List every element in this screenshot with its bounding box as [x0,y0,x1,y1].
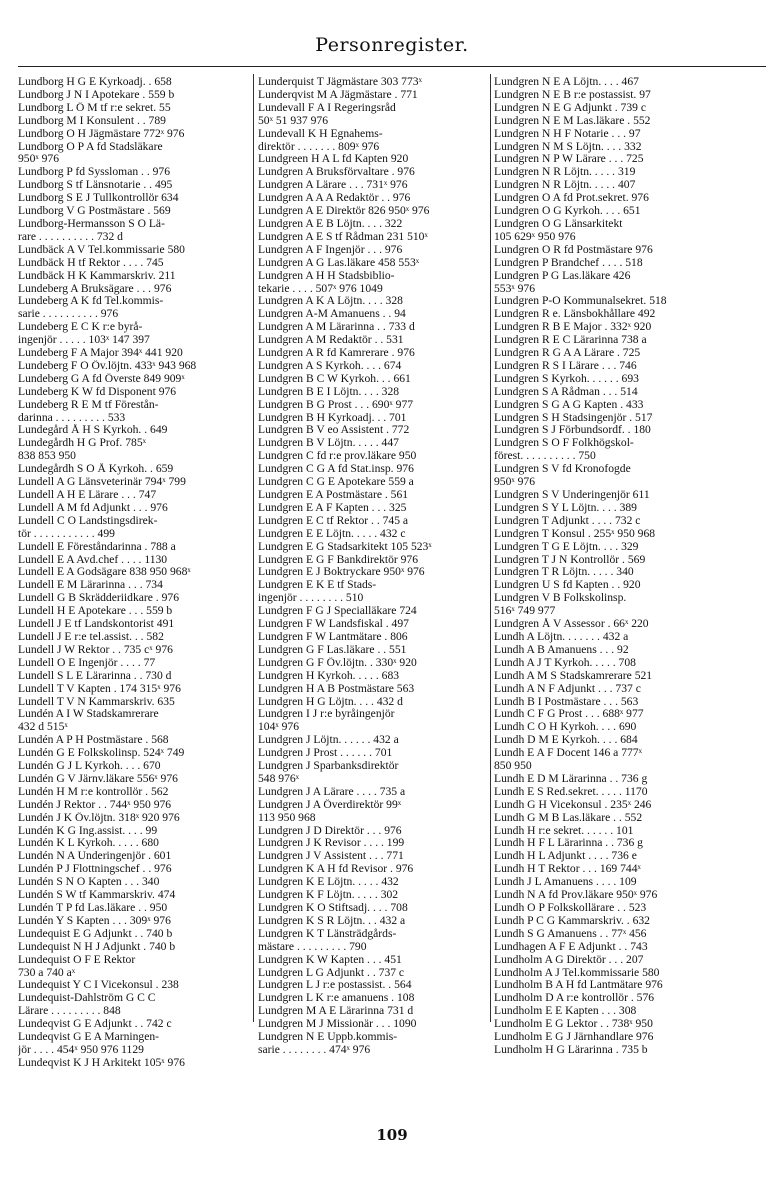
register-column-2 [258,76,490,1057]
register-entry: Lundell T V Kapten . 174 315ˣ 976 [18,682,181,695]
register-entry: Lundgren S O F Folkhögskol- [494,437,634,450]
register-entry: Lundgren T J N Kontrollör . 569 [494,553,646,566]
register-entry: 730 a 740 aˣ [18,966,76,979]
register-entry: Lundegårdh S O Å Kyrkoh. . 659 [18,463,174,476]
register-entry: Lundén K G Ing.assist. . . . 99 [18,824,158,837]
register-entry: Lundgren B V eo Assistent . 772 [258,424,410,437]
register-entry: mästare . . . . . . . . . 790 [258,940,367,953]
register-entry: Lundhagen A F E Adjunkt . . 743 [494,940,648,953]
register-entry: Lundholm E G Lektor . . 738ˣ 950 [494,1018,653,1031]
register-entry: Lundgren O G Kyrkoh. . . . 651 [494,205,641,218]
register-entry: Lundgren S V fd Kronofogde [494,463,631,476]
register-entry: Lundgren B C W Kyrkoh. . . 661 [258,372,411,385]
register-entry: Lundeberg E C K r:e byrå- [18,321,143,334]
register-entry: Lundborg V G Postmästare . 569 [18,205,171,218]
page-number: 109 [376,1126,408,1144]
register-entry: Lundholm A J Tel.kommissarie 580 [494,966,660,979]
register-entry: Lundh C O H Kyrkoh. . . . 690 [494,721,637,734]
register-entry: Lundell J E tf Landskontorist 491 [18,618,175,631]
register-entry: Lundgren S A Rådman . . . 514 [494,385,638,398]
register-entry: 113 950 968 [258,811,316,824]
register-entry: Lundén S W tf Kammarskriv. 474 [18,889,176,902]
register-entry: Lundh E S Red.sekret. . . . . 1170 [494,785,648,798]
register-entry: Lundh A M S Stadskamrerare 521 [494,669,653,682]
register-entry: Lundgren E J Boktryckare 950ˣ 976 [258,566,425,579]
register-entry: Lundgren B G Prost . . . 690ˣ 977 [258,398,414,411]
register-entry: Lundgren H Kyrkoh. . . . . 683 [258,669,400,682]
register-entry: Lundeberg G A fd Överste 849 909ˣ [18,372,185,385]
register-entry: Lärare . . . . . . . . . 848 [18,1005,121,1018]
register-entry: Lundgren J Löjtn. . . . . . 432 a [258,734,399,747]
register-entry: Lundén K L Kyrkoh. . . . . 680 [18,837,159,850]
register-entry: Lundgren H G Löjtn. . . . 432 d [258,695,403,708]
register-entry: Lundh E A F Docent 146 a 777ˣ [494,747,642,760]
register-entry: Lundgren N E M Las.läkare . 552 [494,114,651,127]
register-entry: Lundborg L Ö M tf r:e sekret. 55 [18,101,171,114]
register-entry: Lunderquist T Jägmästare 303 773ˣ [258,76,422,88]
register-entry: Lundh N A fd Prov.läkare 950ˣ 976 [494,889,658,902]
register-entry: 105 629ˣ 950 976 [494,230,576,243]
register-entry: 104ˣ 976 [258,721,300,734]
register-entry: Lundh H F L Lärarinna . . 736 g [494,837,643,850]
register-entry: Lundgren N P W Lärare . . . 725 [494,153,644,166]
register-entry: 553ˣ 976 [494,282,536,295]
register-entry: Lundgren U S fd Kapten . . 920 [494,579,641,592]
register-entry: Lundgren L J r:e postassist. . 564 [258,979,412,992]
register-entry: Lundgren G F Öv.löjtn. . 330ˣ 920 [258,656,417,669]
register-entry: Lundh P C G Kammarskriv. . 632 [494,914,650,927]
register-entry: 432 d 515ˣ [18,721,68,734]
register-entry: Lundh E D M Lärarinna . . 736 g [494,772,648,785]
register-entry: 950ˣ 976 [494,476,536,489]
register-entry: Lundell G B Skrädderiidkare . 976 [18,592,179,605]
register-entry: Lundborg S E J Tullkontrollör 634 [18,192,179,205]
register-entry: Lundgren E G F Bankdirektör 976 [258,553,419,566]
register-entry: Lundgren R B E Major . 332ˣ 920 [494,321,652,334]
register-entry: Lundgren M J Missionär . . . 1090 [258,1018,417,1031]
register-entry: 838 853 950 [18,450,76,463]
register-entry: Lundegård Å H S Kyrkoh. . 649 [18,424,168,437]
register-entry: Lundgren H A B Postmästare 563 [258,682,415,695]
register-entry: Lundgren S H Stadsingenjör . 517 [494,411,653,424]
column-divider [490,74,491,1022]
register-entry: tör . . . . . . . . . . . 499 [18,527,115,540]
register-entry: Lundén A P H Postmästare . 568 [18,734,169,747]
register-entry: Lundgren N H F Notarie . . . 97 [494,127,641,140]
register-entry: Lundgren N E G Adjunkt . 739 c [494,101,646,114]
register-entry: Lundgren J A Överdirektör 99ˣ [258,798,402,811]
register-entry: Lundh H r:e sekret. . . . . . 101 [494,824,634,837]
register-entry: Lundgren K E Löjtn. . . . . 432 [258,876,399,889]
register-entry: 50ˣ 51 937 976 [258,114,329,127]
register-entry: Lundgren P Brandchef . . . . 518 [494,256,643,269]
register-entry: Lundgren J D Direktör . . . 976 [258,824,402,837]
register-entry: Lundgren B V Löjtn. . . . . 447 [258,437,399,450]
register-entry: sarie . . . . . . . . 474ˣ 976 [258,1043,371,1056]
register-entry: ingenjör . . . . . 103ˣ 147 397 [18,334,150,347]
register-entry: Lundell A G Länsveterinär 794ˣ 799 [18,476,186,489]
register-entry: Lundén G V Järnv.läkare 556ˣ 976 [18,772,178,785]
register-entry: Lundgren A A A Redaktör . . 976 [258,192,411,205]
register-entry: Lundgren E E Löjtn. . . . . 432 c [258,527,406,540]
register-entry: Lundholm A G Direktör . . . 207 [494,953,644,966]
register-entry: Lundell H E Apotekare . . . 559 b [18,605,173,618]
register-entry: Lundgren A M Lärarinna . . 733 d [258,321,415,334]
register-entry: Lundgren A E B Löjtn. . . . 322 [258,217,403,230]
register-entry: Lundholm E G J Järnhandlare 976 [494,1031,654,1044]
register-entry: Lundgren S Kyrkoh. . . . . . 693 [494,372,639,385]
register-entry: Lundh S G Amanuens . . 77ˣ 456 [494,927,647,940]
register-entry: Lundgren N R Löjtn. . . . . 319 [494,166,636,179]
register-entry: Lundgren A R fd Kamrerare . 976 [258,347,415,360]
register-entry: Lundgren A M Redaktör . . 531 [258,334,404,347]
register-entry: Lundgren F G J Specialläkare 724 [258,605,417,618]
register-entry: Lundh O P Folkskollärare . . 523 [494,902,647,914]
register-entry: Lundequist N H J Adjunkt . 740 b [18,940,176,953]
register-entry: Lundegårdh H G Prof. 785ˣ [18,437,146,450]
register-entry: Lundén Y S Kapten . . . 309ˣ 976 [18,914,171,927]
register-entry: Lundgren V B Folkskolinsp. [494,592,627,605]
register-entry: Lundén G J L Kyrkoh. . . . 670 [18,760,161,773]
register-entry: Lundgren T Adjunkt . . . . 732 c [494,514,641,527]
register-entry: Lundgren K S R Löjtn. . . 432 a [258,914,406,927]
register-entry: ingenjör . . . . . . . . 510 [258,592,364,605]
register-entry: Lundgren A-M Amanuens . . 94 [258,308,406,321]
register-entry: Lundgren B H Kyrkoadj. . . 701 [258,411,407,424]
register-entry: Lundgren M A E Lärarinna 731 d [258,1005,414,1018]
register-entry: Lundh G H Vicekonsul . 235ˣ 246 [494,798,652,811]
register-entry: Lundén J Rektor . . 744ˣ 950 976 [18,798,172,811]
register-column-3 [494,76,726,1057]
register-entry: Lundgren R S I Lärare . . . 746 [494,359,637,372]
register-entry: Lundeberg A K fd Tel.kommis- [18,295,164,308]
register-entry: Lundgren S V Underingenjör 611 [494,489,650,501]
register-entry: Lundgren J A Lärare . . . . 735 a [258,785,406,798]
register-entry: Lundgren O R fd Postmästare 976 [494,243,653,256]
register-entry: Lundeberg K W fd Disponent 976 [18,385,177,398]
register-entry: Lundell E A Avd.chef . . . . 1130 [18,553,168,566]
register-entry: 548 976ˣ [258,772,300,785]
register-entry: Lundgren C G A fd Stat.insp. 976 [258,463,414,476]
register-entry: Lundgren A S Kyrkoh. . . . 674 [258,359,402,372]
register-entry: Lundgren J K Revisor . . . . 199 [258,837,405,850]
register-entry: Lundén J K Öv.löjtn. 318ˣ 920 976 [18,811,180,824]
register-entry: jör . . . . 454ˣ 950 976 1129 [18,1043,144,1056]
register-entry: Lundell J W Rektor . . 735 cˣ 976 [18,643,173,656]
register-entry: Lundgren K O Stiftsadj. . . . 708 [258,902,408,914]
register-entry: Lundell E M Lärarinna . . . 734 [18,579,163,592]
register-entry: Lundgren A Bruksförvaltare . 976 [258,166,415,179]
register-entry: Lundgren O G Länsarkitekt [494,217,623,230]
register-entry: Lundeberg A Bruksägare . . . 976 [18,282,172,295]
register-entry: Lundbäck A V Tel.kommissarie 580 [18,243,185,256]
register-entry: Lundén A I W Stadskamrerare [18,708,159,721]
register-entry: Lundbäck H K Kammarskriv. 211 [18,269,176,282]
register-entry: 516ˣ 749 977 [494,605,556,618]
register-entry: Lundh D M E Kyrkoh. . . . 684 [494,734,638,747]
register-entry: Lundborg O P A fd Stadsläkare [18,140,163,153]
register-entry: Lundgren C G E Apotekare 559 a [258,476,414,489]
register-entry: Lundequist O F E Rektor [18,953,136,966]
register-entry: Lundgren S G A G Kapten . 433 [494,398,644,411]
register-entry: Lundgren L G Adjunkt . . 737 c [258,966,405,979]
register-entry: Lundeberg F A Major 394ˣ 441 920 [18,347,183,360]
register-entry: Lundgren T R Löjtn. . . . . 340 [494,566,634,579]
register-entry: Lundell T V N Kammarskriv. 635 [18,695,175,708]
register-entry: Lundeqvist K J H Arkitekt 105ˣ 976 [18,1056,185,1069]
header-rule [18,66,766,67]
register-entry: Lundborg M I Konsulent . . 789 [18,114,166,127]
register-entry: Lundborg O H Jägmästare 772ˣ 976 [18,127,185,140]
register-entry: Lundgren A Lärare . . . 731ˣ 976 [258,179,408,192]
register-entry: Lundevall F A I Regeringsråd [258,101,396,114]
register-entry: Lundgren J Prost . . . . . . 701 [258,747,393,760]
register-entry: Lundén S N O Kapten . . . 340 [18,876,160,889]
register-entry: Lundbäck H tf Rektor . . . . 745 [18,256,164,269]
register-entry: Lundgren A G Las.läkare 458 553ˣ [258,256,420,269]
register-entry: Lundgren N R Löjtn. . . . . 407 [494,179,636,192]
register-entry: Lundh A N F Adjunkt . . . 737 c [494,682,641,695]
register-entry: Lundell A H E Lärare . . . 747 [18,489,157,501]
register-entry: Lundell E A Godsägare 838 950 968ˣ [18,566,191,579]
register-entry: Lundgren K W Kapten . . . 451 [258,953,402,966]
register-entry: Lundevall K H Egnahems- [258,127,383,140]
register-entry: Lundgren F W Lantmätare . 806 [258,630,408,643]
register-entry: förest. . . . . . . . . . 750 [494,450,596,463]
register-entry: Lundgren I J r:e byråingenjör [258,708,395,721]
register-entry: Lundborg H G E Kyrkoadj. . 658 [18,76,172,88]
register-entry: Lundholm H G Lärarinna . 735 b [494,1043,648,1056]
register-entry: Lundgren E A F Kapten . . . 325 [258,501,407,514]
register-entry: Lundborg S tf Länsnotarie . . 495 [18,179,173,192]
register-entry: Lundgren S Y L Löjtn. . . . 389 [494,501,637,514]
register-entry: Lundequist-Dahlström G C C [18,992,156,1005]
register-entry: Lundgren R G A A Lärare . 725 [494,347,641,360]
register-entry: Lundh J L Amanuens . . . . 109 [494,876,637,889]
page-title: Personregister. [315,34,469,56]
register-entry: Lundgren P G Las.läkare 426 [494,269,631,282]
register-entry: Lundell C O Landstingsdirek- [18,514,158,527]
register-entry: Lundborg J N I Apotekare . 559 b [18,88,175,101]
register-entry: Lundeqvist G E Adjunkt . . 742 c [18,1018,172,1031]
register-entry: Lundgren K T Länsträdgårds- [258,927,397,940]
register-entry: Lundgren R E C Lärarinna 738 a [494,334,647,347]
register-entry: Lundh A J T Kyrkoh. . . . . 708 [494,656,636,669]
register-entry: tekarie . . . . 507ˣ 976 1049 [258,282,383,295]
register-entry: Lundgren B E I Löjtn. . . . 328 [258,385,400,398]
register-entry: Lundgren N M S Löjtn. . . . 332 [494,140,642,153]
register-entry: Lundgren T Konsul . 255ˣ 950 968 [494,527,656,540]
register-entry: Lundell J E r:e tel.assist. . . 582 [18,630,164,643]
register-entry: Lundgren A H H Stadsbiblio- [258,269,395,282]
register-entry: Lundell E Föreståndarinna . 788 a [18,540,176,553]
register-entry: rare . . . . . . . . . . 732 d [18,230,123,243]
register-entry: Lundequist Y C I Vicekonsul . 238 [18,979,179,992]
register-entry: Lundgren F W Landsfiskal . 497 [258,618,409,631]
register-entry: Lundén P J Flottningschef . . 976 [18,863,172,876]
register-entry: Lundh H L Adjunkt . . . . 736 e [494,850,637,863]
register-entry: Lundgren E A Postmästare . 561 [258,489,409,501]
register-entry: Lundequist E G Adjunkt . . 740 b [18,927,173,940]
register-entry: Lundén G E Folkskolinsp. 524ˣ 749 [18,747,185,760]
register-entry: Lundell S L E Lärarinna . . 730 d [18,669,172,682]
register-entry: Lundgren C fd r:e prov.läkare 950 [258,450,417,463]
register-entry: Lundeqvist G E A Marningen- [18,1031,160,1044]
register-entry: Lundeberg F O Öv.löjtn. 433ˣ 943 968 [18,359,197,372]
register-entry: Lundell O E Ingenjör . . . . 77 [18,656,156,669]
register-entry: Lundgren O A fd Prot.sekret. 976 [494,192,649,205]
register-entry: darinna . . . . . . . . . 533 [18,411,126,424]
register-entry: Lundgren A F Ingenjör . . . 976 [258,243,403,256]
register-entry: Lundgren S J Förbundsordf. . 180 [494,424,651,437]
register-entry: Lundgren G F Las.läkare . . 551 [258,643,407,656]
register-entry: Lundén N A Underingenjör . 601 [18,850,172,863]
column-divider [253,74,254,1022]
register-entry: Lundeberg R E M tf Förestån- [18,398,159,411]
register-entry: Lundgren A E Direktör 826 950ˣ 976 [258,205,430,218]
register-entry: Lundgren A K A Löjtn. . . . 328 [258,295,403,308]
register-entry: Lundh A Löjtn. . . . . . . 432 a [494,630,629,643]
register-entry: Lundén T P fd Las.läkare . . 950 [18,902,168,914]
register-entry: Lundgren L K r:e amanuens . 108 [258,992,415,1005]
register-entry: Lunderqvist M A Jägmästare . 771 [258,88,418,101]
register-entry: Lundh H T Rektor . . . 169 744ˣ [494,863,641,876]
register-entry: Lundh B I Postmästare . . . 563 [494,695,639,708]
register-entry: Lundén H M r:e kontrollör . 562 [18,785,169,798]
register-entry: Lundborg-Hermansson S O Lä- [18,217,165,230]
register-entry: Lundgren P-O Kommunalsekret. 518 [494,295,667,308]
register-entry: Lundborg P fd Syssloman . . 976 [18,166,171,179]
register-entry: Lundgren N E A Löjtn. . . . 467 [494,76,639,88]
register-entry: Lundh C F G Prost . . . 688ˣ 977 [494,708,644,721]
register-entry: Lundgren K F Löjtn. . . . . 302 [258,889,399,902]
register-column-1 [18,76,250,1070]
register-entry: Lundgreen H A L fd Kapten 920 [258,153,409,166]
register-entry: 850 950 [494,760,532,773]
register-entry: Lundholm B A H fd Lantmätare 976 [494,979,663,992]
register-entry: Lundgren E G Stadsarkitekt 105 523ˣ [258,540,432,553]
register-entry: sarie . . . . . . . . . . 976 [18,308,119,321]
register-entry: Lundgren R e. Länsbokhållare 492 [494,308,656,321]
register-entry: Lundh A B Amanuens . . . 92 [494,643,629,656]
register-entry: Lundgren J V Assistent . . . 771 [258,850,404,863]
register-entry: Lundgren E K E tf Stads- [258,579,377,592]
register-entry: Lundgren T G E Löjtn. . . . 329 [494,540,639,553]
register-entry: Lundh G M B Las.läkare . . 552 [494,811,643,824]
register-entry: Lundell A M fd Adjunkt . . . 976 [18,501,168,514]
register-entry: Lundgren A E S tf Rådman 231 510ˣ [258,230,428,243]
register-entry: Lundholm D A r:e kontrollör . 576 [494,992,655,1005]
register-entry: direktör . . . . . . . 809ˣ 976 [258,140,380,153]
register-entry: Lundgren E C tf Rektor . . 745 a [258,514,409,527]
register-entry: Lundgren N E Uppb.kommis- [258,1031,398,1044]
register-entry: Lundgren N E B r:e postassist. 97 [494,88,651,101]
register-entry: Lundholm E E Kapten . . . 308 [494,1005,637,1018]
register-entry: Lundgren Å V Assessor . 66ˣ 220 [494,618,649,631]
register-entry: 950ˣ 976 [18,153,60,166]
register-entry: Lundgren J Sparbanksdirektör [258,760,399,773]
register-entry: Lundgren K A H fd Revisor . 976 [258,863,414,876]
